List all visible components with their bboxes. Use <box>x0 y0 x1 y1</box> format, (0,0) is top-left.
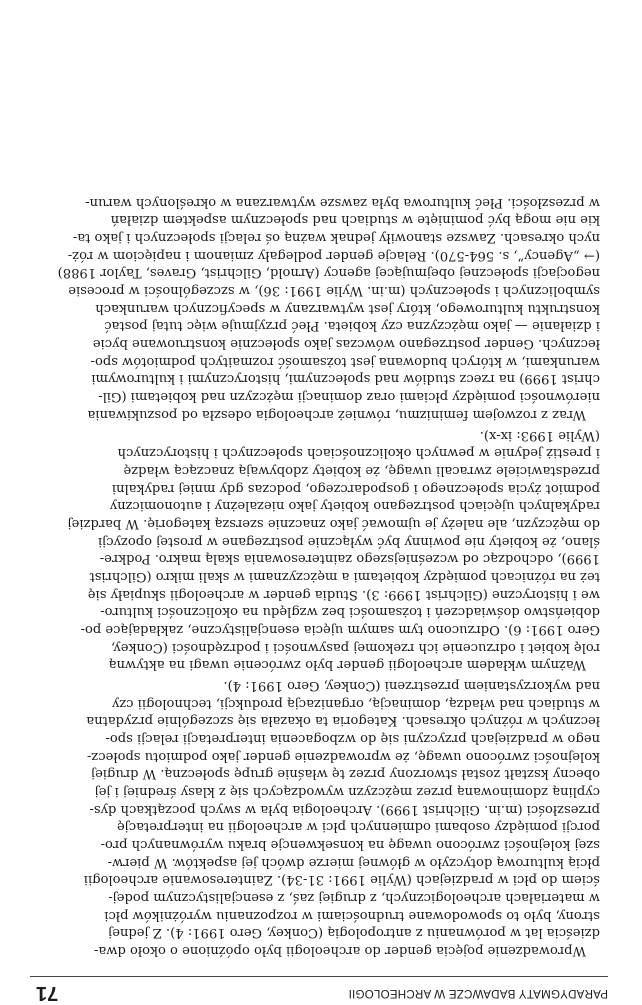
text-line: obecny kształt został stworzony przez tę właśnie grupę społeczną. W drugiej <box>91 766 600 782</box>
text-line: Gero 1991: 6). Odrzucono tym samym ujęcia esencjalistyczne, zakładające po- <box>80 621 600 637</box>
running-header <box>30 976 608 1004</box>
text-line: podmiot życia społecznego i gospodarczego, podczas gdy mniej radykalni <box>111 480 600 496</box>
text-line: nego w pradziejach przyczyni się do wzbogacenia interpretacji relacji spo- <box>105 730 600 746</box>
text-line: kolejności zwrócono uwagę, że wprowadzenie gender jako podmiotu społecz- <box>86 748 600 764</box>
text-line: przeszłości (m.in. Gilchrist 1999). Archeologia była w swych początkach dys- <box>89 801 600 817</box>
text-line: ślano, że kobiety nie powinny być wyłącznie postrzegane w prostej opozycji <box>98 533 600 549</box>
text-line: konstruktu kulturowego, który jest wytwarzany w specyficznych warunkach <box>95 300 600 316</box>
text-line: i prestiż jedynie w pewnych okolicznościach społecznych i historycznych <box>117 445 600 461</box>
text-line: w materiałach archeologicznych, z drugiej zaś, z esencjalistycznym podej- <box>108 889 600 905</box>
paragraph-2 <box>47 426 600 673</box>
text-line: porcji pomiędzy osobami odmiennych płci w archeologii na interpretację <box>117 819 600 835</box>
text-line: nych okresach. Zawsze stanowiły jednak ważną oś relacji społecznych i jako ta- <box>72 230 600 246</box>
page-number: 71 <box>36 982 59 1004</box>
text-line: warunkami, w których budowana jest tożsamość rozmaitych podmiotów spo- <box>90 353 600 369</box>
text-line: szej kolejności zwrócono uwagę na konsekwencje braku wyrównanych pro- <box>100 836 600 852</box>
text-line: nierówności pomiędzy płciami oraz dominacji mężczyzn nad kobietami (Gil- <box>98 389 600 405</box>
text-line: strony, było to spowodowane trudnościami w rozpoznaniu wyróżników płci <box>104 907 600 923</box>
text-line: dzieścia lat w porównaniu z antropologią (Conkey, Gero 1991: 4). Z jednej <box>108 925 600 941</box>
text-line: łecznych w różnych okresach. Kategoria ta okazała się szczególnie przydatna <box>86 713 600 729</box>
text-line: christ 1999) na rzecz studiów nad społecznymi, historycznymi i kulturowymi <box>91 371 600 387</box>
paragraph-3 <box>47 193 600 423</box>
text-line: (→ „Agency”, s. 564-570). Relacje gender podlegały zmianom i napięciom w róż- <box>67 247 600 263</box>
text-line: ściem do płci w pradziejach (Wylie 1991: 31-34). Zainteresowanie archeologii <box>83 872 600 888</box>
header-rule <box>30 976 608 977</box>
text-line: łecznych. Gender postrzegano wówczas jako społecznie konstruowane bycie <box>92 336 600 352</box>
text-line: we i historyczne (Gilchrist 1999: 3). Studia gender w archeologii skupiały się <box>87 586 600 602</box>
text-line: płcią kulturową dotyczyło w głównej mierze dwóch jej aspektów. W pierw- <box>107 854 600 870</box>
text-line: 1999), odchodząc od wcześniejszego zainteresowania skalą makro. Podkre- <box>99 551 600 567</box>
text-line: do mężczyzn, ale należy je ujmować jako znacznie szerszą kategorię. W bardziej <box>67 515 600 531</box>
text-line: w przeszłości. Płeć kulturowa była zawsze wytwarzana w określonych warun- <box>85 194 600 210</box>
text-line: symbolicznych i społecznych (m.in. Wylie 1991: 36), w szczególności w procesie <box>68 283 600 299</box>
text-line: Ważnym wkładem archeologii gender było zwrócenie uwagi na aktywną <box>108 657 586 673</box>
text-line: i działanie — jako mężczyzna czy kobieta. Płeć przyjmuje więc tutaj postać <box>104 318 600 334</box>
text-line: Wraz z rozwojem feminizmu, również archeologia odeszła od poszukiwania <box>87 406 586 422</box>
text-line: kie nie mogą być pominięte w studiach nad społecznym aspektem działań <box>110 212 600 228</box>
text-line: radykalnych ujęciach postrzegano kobiety jako niezależny i autonomiczny <box>109 498 600 514</box>
running-title: PARADYGMATY BADAWCZE W ARCHEOLOGII <box>348 987 608 1000</box>
paragraph-1 <box>47 676 600 959</box>
text-line: w studiach nad władzą, dominacją, organizacją produkcji, technologii czy <box>111 695 600 711</box>
text-line: też na różnicach pomiędzy kobietami a mężczyznami w skali mikro (Gilchrist <box>89 568 600 584</box>
text-line: negocjacji społecznej obejmującej agency (Arnold, Gilchrist, Graves, Taylor 1988) <box>57 265 600 281</box>
text-line: (Wylie 1993: ix-x). <box>479 427 600 443</box>
body-text <box>47 193 600 959</box>
text-line: nad wykorzystaniem przestrzeni (Conkey, Gero 1991: 4). <box>223 677 600 693</box>
text-line: dobieństwo doświadczeń i tożsamości bez względu na okoliczności kulturo- <box>100 604 600 620</box>
text-line: przedstawiciele zwracali uwagę, że kobiety zdobywają znaczącą władzę <box>123 462 600 478</box>
text-line: rolę kobiet i odrzucenie ich rzekomej pasywności i podrzędności (Conkey, <box>110 639 600 655</box>
text-line: Wprowadzenie pojęcia gender do archeologii było opóźnione o około dwa- <box>94 943 586 958</box>
text-line: cypliną zdominowaną przez mężczyzn wywodzących się z klasy średniej i jej <box>94 783 600 799</box>
